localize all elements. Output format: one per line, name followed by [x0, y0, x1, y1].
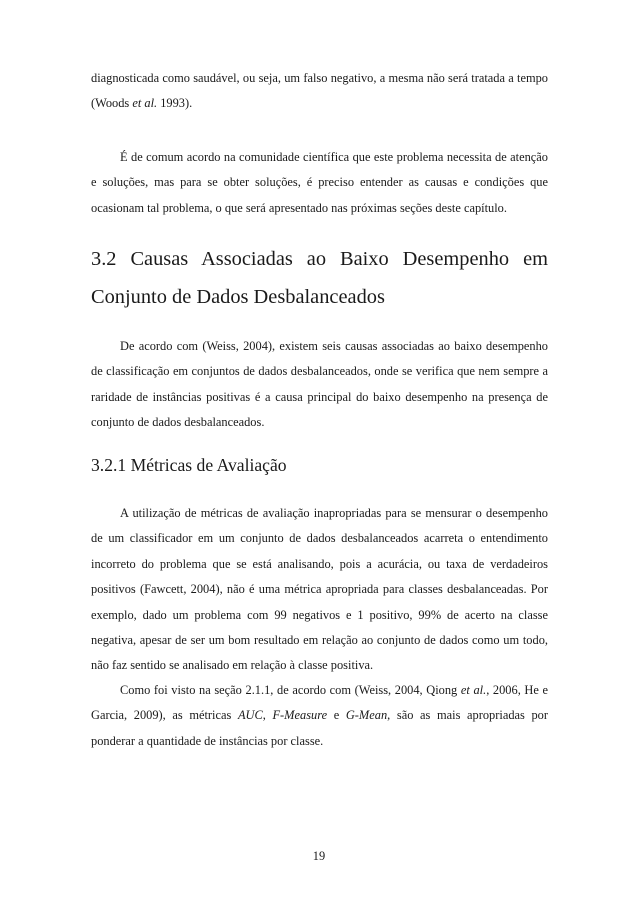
paragraph-block-3 [91, 334, 548, 436]
paragraph-2: É de comum acordo na comunidade científica que este problema necessita de atenção e soluções, mas para se obter soluções, é preciso entender as causas e condições que ocasionam tal problema, o que será apresentado nas próximas seções deste capítulo. [91, 150, 548, 215]
page-number: 19 [312, 849, 326, 863]
paragraph-block-2 [91, 145, 548, 221]
section-heading: 3.2 Causas Associadas ao Baixo Desempenho em Conjunto de Dados Desbalanceados [91, 248, 548, 308]
paragraph-4: A utilização de métricas de avaliação inapropriadas para se mensurar o desempenho de um classificador em um conjunto de dados desbalanceados acarreta o entendimento incorreto do problema que se está analisando, pois a acurácia, ou taxa de verdadeiros positivos (Fawcett, 2004), não é uma métrica apropriada para classes desbalanceadas. Por exemplo, dado um problema com 99 negativos e 1 positivo, 99% de acerto na classe negativa, apesar de ser um bom resultado em relação ao conjunto de dados como um todo, não faz sentido se analisado em relação à classe positiva. [91, 506, 548, 673]
paragraph-5-text-end: , são as mais apropriadas por ponderar a quantidade de instâncias por classe. [91, 708, 548, 748]
subsection-heading: 3.2.1 Métricas de Avaliação [91, 455, 287, 475]
section-heading-block [91, 240, 548, 316]
paragraph-5-etal: et al. [460, 683, 487, 697]
paragraph-1-text: diagnosticada como saudável, ou seja, um falso negativo, a mesma não será tratada a tempo (Woods [91, 71, 548, 111]
paragraph-5-sep-2: e [327, 708, 346, 723]
paragraph-block-5 [91, 678, 548, 754]
paragraph-5-sep-1: , [262, 708, 273, 723]
paragraph-block-4 [91, 501, 548, 679]
subsection-heading-block [91, 453, 548, 477]
paragraph-5-text: Como foi visto na seção 2.1.1, de acordo com (Weiss, 2004, Qiong [120, 683, 461, 697]
paragraph-5-text-2: , 2006, He e Garcia, 2009), as métricas [91, 683, 548, 723]
metric-f-measure: F-Measure [272, 708, 328, 723]
paragraph-5 [91, 678, 548, 754]
paragraph-continuation [91, 66, 548, 117]
metric-auc: AUC [237, 708, 263, 723]
paragraph-1-etal: et al. [132, 96, 158, 111]
paragraph-1-text-end: 1993). [157, 96, 193, 111]
metric-g-mean: G-Mean [345, 708, 388, 723]
paragraph-3: De acordo com (Weiss, 2004), existem seis causas associadas ao baixo desempenho de classificação em conjuntos de dados desbalanceados, onde se verifica que nem sempre a raridade de instâncias positivas é a causa principal do baixo desempenho na presença de conjunto de dados desbalanceados. [91, 339, 548, 430]
paragraph-1 [91, 66, 548, 117]
